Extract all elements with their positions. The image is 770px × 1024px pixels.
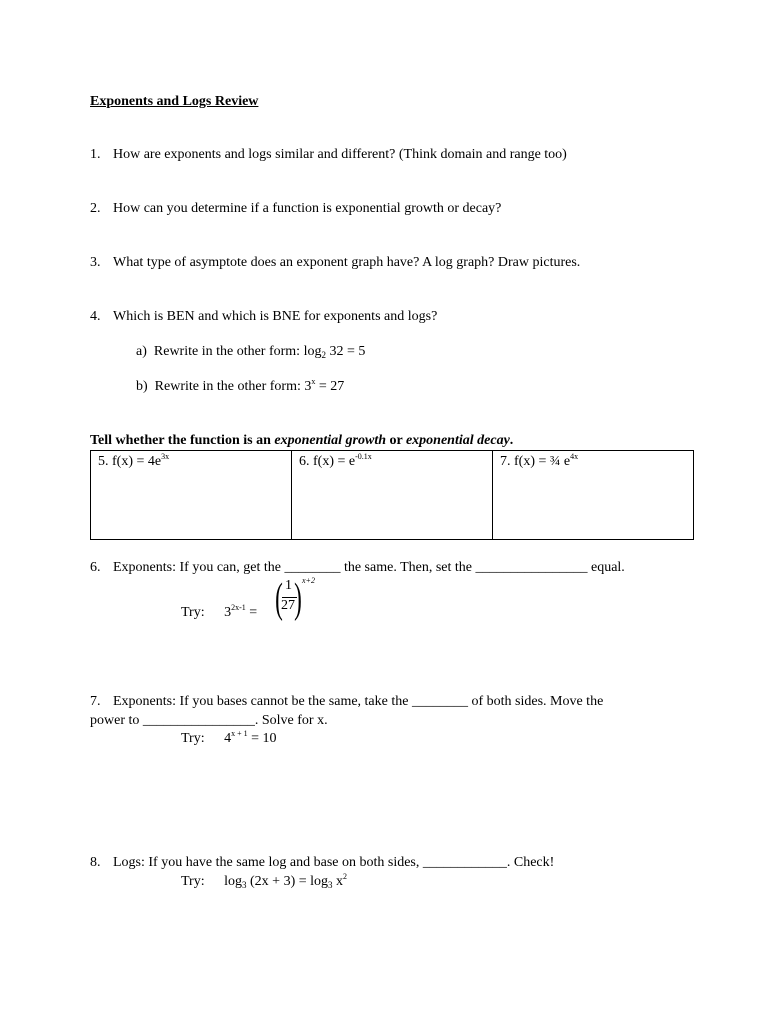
right-paren: ) <box>294 576 302 622</box>
function-text: 6. f(x) = e <box>299 454 356 469</box>
exponent: x <box>311 377 316 386</box>
page-title: Exponents and Logs Review <box>90 94 259 109</box>
exponent: 4x <box>570 452 579 461</box>
question-7-line2: power to ________________. Solve for x. <box>90 713 328 728</box>
log-text: log <box>224 874 243 889</box>
log-base: 3 <box>328 880 333 890</box>
log-base: 2 <box>321 350 326 360</box>
log-base: 3 <box>242 880 247 890</box>
try-base: 4 <box>224 731 232 746</box>
instruction-text: . <box>509 433 514 448</box>
question-4 <box>90 309 437 325</box>
subquestion-text: Rewrite in the other form: log <box>153 344 322 359</box>
function-cell-7 <box>493 451 694 540</box>
question-number: 8. <box>90 855 101 870</box>
question-number: 2. <box>90 201 101 216</box>
function-table <box>90 450 694 540</box>
function-cell-5 <box>91 451 292 540</box>
question-text: Which is BEN and which is BNE for exponents and logs? <box>113 309 438 324</box>
try-rest: = <box>245 605 258 620</box>
instruction-emphasis: exponential decay <box>405 433 510 448</box>
question-number: 4. <box>90 309 101 324</box>
growth-decay-instructions <box>90 433 513 449</box>
question-4a <box>136 344 365 360</box>
instruction-emphasis: exponential growth <box>274 433 386 448</box>
question-number: 6. <box>90 560 101 575</box>
subquestion-label: b) <box>136 379 148 394</box>
question-8-try <box>181 874 347 890</box>
try-label: Try: <box>181 605 205 620</box>
question-4b <box>136 379 344 395</box>
subquestion-rest: 32 = 5 <box>325 344 366 359</box>
function-text: 7. f(x) = ¾ e <box>500 454 571 469</box>
fraction-expression <box>276 576 302 622</box>
question-number: 7. <box>90 694 101 709</box>
question-number: 1. <box>90 147 101 162</box>
question-text: Logs: If you have the same log and base on both sides, ____________. Check! <box>113 855 555 870</box>
question-number: 3. <box>90 255 101 270</box>
exponent: -0.1x <box>355 452 372 461</box>
question-text: Exponents: If you bases cannot be the same, take the ________ of both sides. Move the <box>113 694 604 709</box>
log-text: (2x + 3) = log <box>246 874 329 889</box>
subquestion-rest: = 27 <box>315 379 345 394</box>
exponent: 2x-1 <box>231 603 246 612</box>
question-6-try <box>181 605 257 621</box>
subquestion-text: Rewrite in the other form: 3 <box>154 379 312 394</box>
exponent: 2 <box>343 872 348 881</box>
function-text: 5. f(x) = 4e <box>98 454 162 469</box>
question-text: What type of asymptote does an exponent graph have? A log graph? Draw pictures. <box>113 255 581 270</box>
question-1 <box>90 147 567 163</box>
exponent: x + 1 <box>231 729 248 738</box>
fraction-numerator: 1 <box>285 578 292 593</box>
try-rest: = 10 <box>247 731 277 746</box>
question-text: How can you determine if a function is exponential growth or decay? <box>113 201 502 216</box>
question-7-try <box>181 731 277 747</box>
variable-text: x <box>332 874 344 889</box>
left-paren: ( <box>275 576 283 622</box>
question-2 <box>90 201 501 217</box>
subquestion-label: a) <box>136 344 147 359</box>
table-row <box>91 451 694 540</box>
question-3 <box>90 255 580 271</box>
instruction-text: Tell whether the function is an <box>90 433 275 448</box>
question-6 <box>90 560 625 576</box>
try-base: 3 <box>224 605 232 620</box>
question-text: How are exponents and logs similar and different? (Think domain and range too) <box>113 147 567 162</box>
try-label: Try: <box>181 874 205 889</box>
instruction-text: or <box>386 433 406 448</box>
question-7 <box>90 694 603 710</box>
question-8 <box>90 855 554 871</box>
fraction-exponent: x+2 <box>302 576 315 585</box>
exponent: 3x <box>161 452 170 461</box>
question-text: Exponents: If you can, get the ________ the same. Then, set the ________________ equal. <box>113 560 625 575</box>
try-label: Try: <box>181 731 205 746</box>
function-cell-6 <box>292 451 493 540</box>
fraction-denominator: 27 <box>281 598 295 613</box>
